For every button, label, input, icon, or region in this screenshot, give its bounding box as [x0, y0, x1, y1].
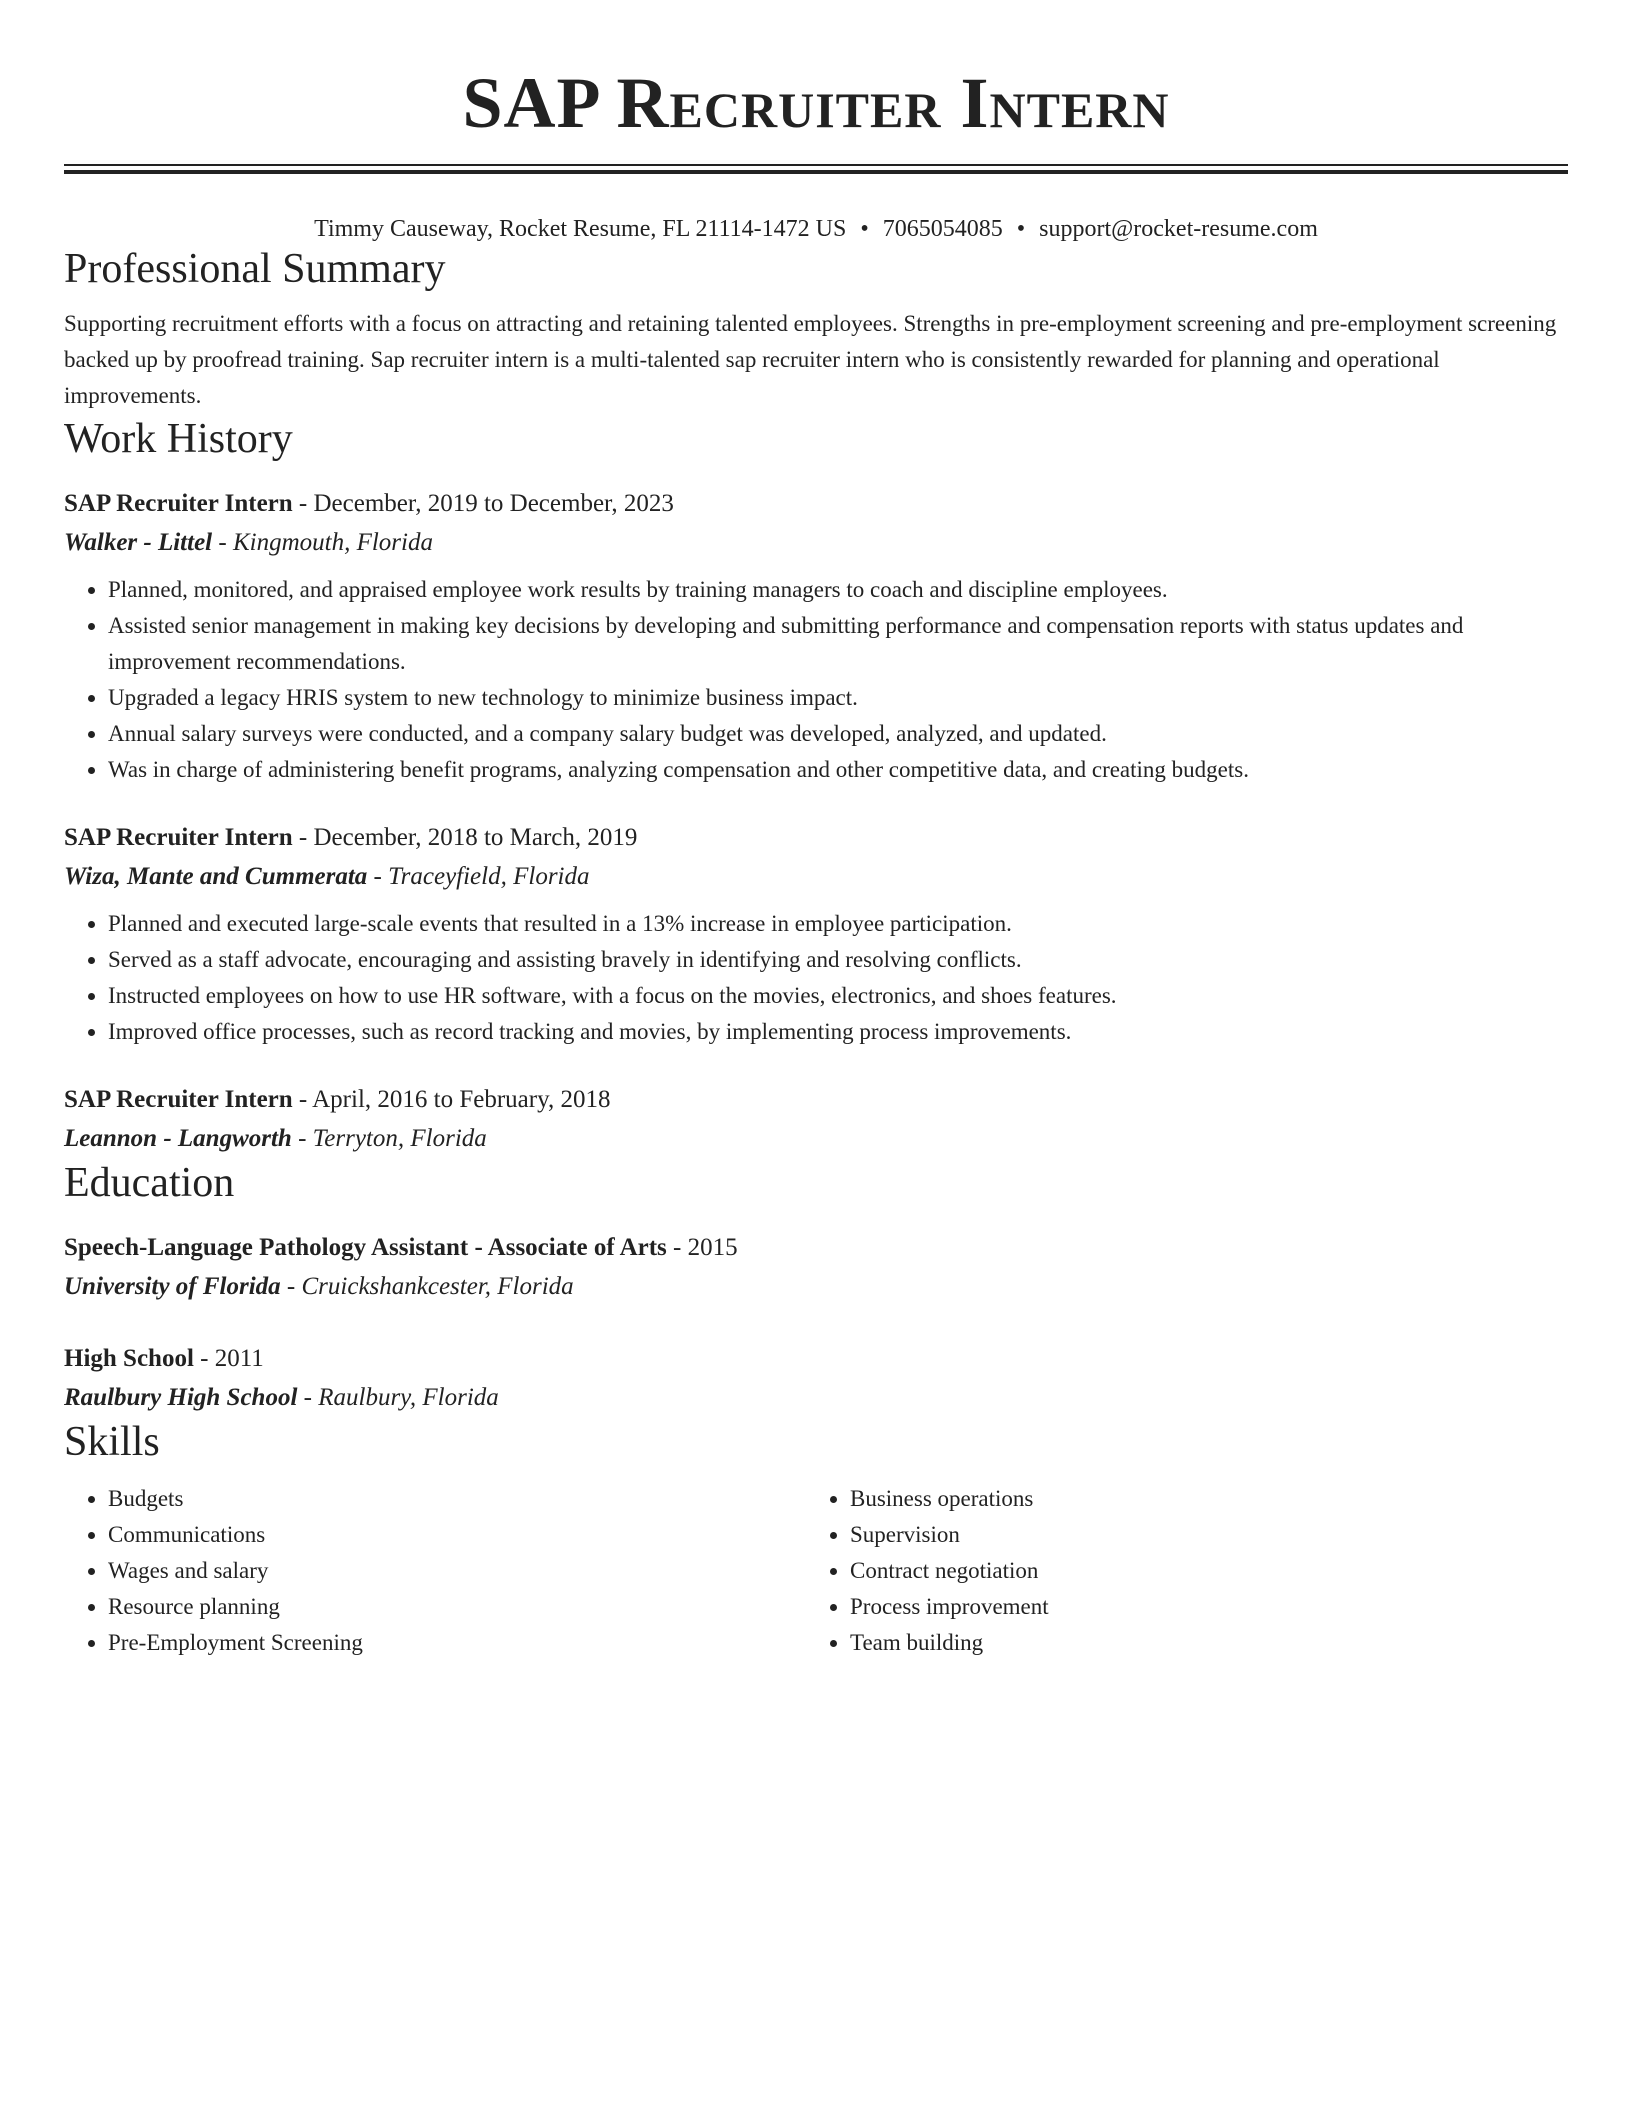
job-bullet-list [64, 572, 1568, 788]
job-company: Wiza, Mante and Cummerata [64, 863, 368, 890]
skills-list-left [64, 1481, 806, 1661]
job-title-line [64, 818, 1568, 857]
education-degree-line [64, 1228, 1568, 1267]
job-entry [64, 1080, 1568, 1158]
job-company-line [64, 857, 1568, 896]
job-company-line [64, 1119, 1568, 1158]
education-location: - Cruickshankcester, Florida [280, 1273, 574, 1300]
job-title-line [64, 1080, 1568, 1119]
job-company: Leannon - Langworth [64, 1125, 292, 1152]
job-location: - Kingmouth, Florida [212, 529, 433, 556]
job-bullet: • Planned, monitored, and appraised employee work results by training managers to coach and discipline employees. [108, 572, 1568, 608]
job-role: SAP Recruiter Intern [64, 1086, 293, 1113]
job-dates: - April, 2016 to February, 2018 [292, 1086, 611, 1113]
header-double-rule [64, 164, 1568, 174]
job-title-line [64, 484, 1568, 523]
education-year: - 2015 [666, 1234, 738, 1261]
education-degree: High School [64, 1345, 194, 1372]
job-bullet: • Planned and executed large-scale events that resulted in a 13% increase in employee participation. [108, 906, 1568, 942]
education-section-title: Education [64, 1160, 235, 1206]
skill-item: • Contract negotiation [850, 1553, 1548, 1589]
job-company-line [64, 523, 1568, 562]
education-school-line [64, 1267, 1568, 1306]
skill-item: • Business operations [850, 1481, 1548, 1517]
skill-item: • Team building [850, 1625, 1548, 1661]
contact-separator: • [1016, 216, 1026, 242]
skills-section-title: Skills [64, 1419, 160, 1465]
job-role: SAP Recruiter Intern [64, 824, 293, 851]
education-degree: Speech-Language Pathology Assistant - Associate of Arts [64, 1234, 667, 1261]
job-bullet: • Annual salary surveys were conducted, and a company salary budget was developed, analyzed, and updated. [108, 716, 1568, 752]
education-school: Raulbury High School [64, 1384, 298, 1411]
job-bullet: • Served as a staff advocate, encouraging and assisting bravely in identifying and resolving conflicts. [108, 942, 1568, 978]
contact-phone: 7065054085 [882, 216, 1003, 242]
education-entry [64, 1339, 1568, 1417]
education-location: - Raulbury, Florida [297, 1384, 499, 1411]
education-entry [64, 1228, 1568, 1306]
education-year: - 2011 [193, 1345, 264, 1372]
job-dates: - December, 2019 to December, 2023 [292, 490, 674, 517]
skill-item: • Budgets [108, 1481, 806, 1517]
summary-section-title: Professional Summary [64, 246, 446, 292]
job-bullet: • Was in charge of administering benefit programs, analyzing compensation and other competitive data, and creating budgets. [108, 752, 1568, 788]
job-location: - Terryton, Florida [291, 1125, 487, 1152]
contact-address: Timmy Causeway, Rocket Resume, FL 21114-1472 US [314, 216, 847, 242]
job-bullet: • Assisted senior management in making key decisions by developing and submitting performance and compensation reports with status updates and improvement recommendations. [108, 608, 1568, 680]
job-bullet: • Upgraded a legacy HRIS system to new technology to minimize business impact. [108, 680, 1568, 716]
job-bullet: • Instructed employees on how to use HR software, with a focus on the movies, electronics, and shoes features. [108, 978, 1568, 1014]
resume-name-heading: SAP Recruiter Intern [462, 63, 1170, 143]
job-company: Walker - Littel [64, 529, 213, 556]
skill-item: • Pre-Employment Screening [108, 1625, 806, 1661]
work-history-section-title: Work History [64, 416, 293, 462]
summary-text: Supporting recruitment efforts with a focus on attracting and retaining talented employees. Strengths in pre-employment screening and pre-employment screening backed up by proofread training. Sap recruiter intern is a multi-talented sap recruiter intern who is consistently rewarded for planning and operational improvements. [64, 311, 1557, 408]
job-role: SAP Recruiter Intern [64, 490, 293, 517]
education-school: University of Florida [64, 1273, 281, 1300]
skills-columns [64, 1481, 1568, 1661]
job-dates: - December, 2018 to March, 2019 [292, 824, 638, 851]
job-location: - Traceyfield, Florida [367, 863, 590, 890]
job-bullet: • Improved office processes, such as record tracking and movies, by implementing process improvements. [108, 1014, 1568, 1050]
skill-item: • Communications [108, 1517, 806, 1553]
education-school-line [64, 1378, 1568, 1417]
skill-item: • Wages and salary [108, 1553, 806, 1589]
skill-item: • Process improvement [850, 1589, 1548, 1625]
contact-email: support@rocket-resume.com [1039, 216, 1318, 242]
education-degree-line [64, 1339, 1568, 1378]
job-entry [64, 818, 1568, 1050]
skill-item: • Resource planning [108, 1589, 806, 1625]
job-bullet-list [64, 906, 1568, 1050]
job-entry [64, 484, 1568, 788]
contact-line [64, 214, 1568, 244]
skill-item: • Supervision [850, 1517, 1548, 1553]
contact-separator: • [860, 216, 869, 242]
skills-list-right [806, 1481, 1548, 1661]
